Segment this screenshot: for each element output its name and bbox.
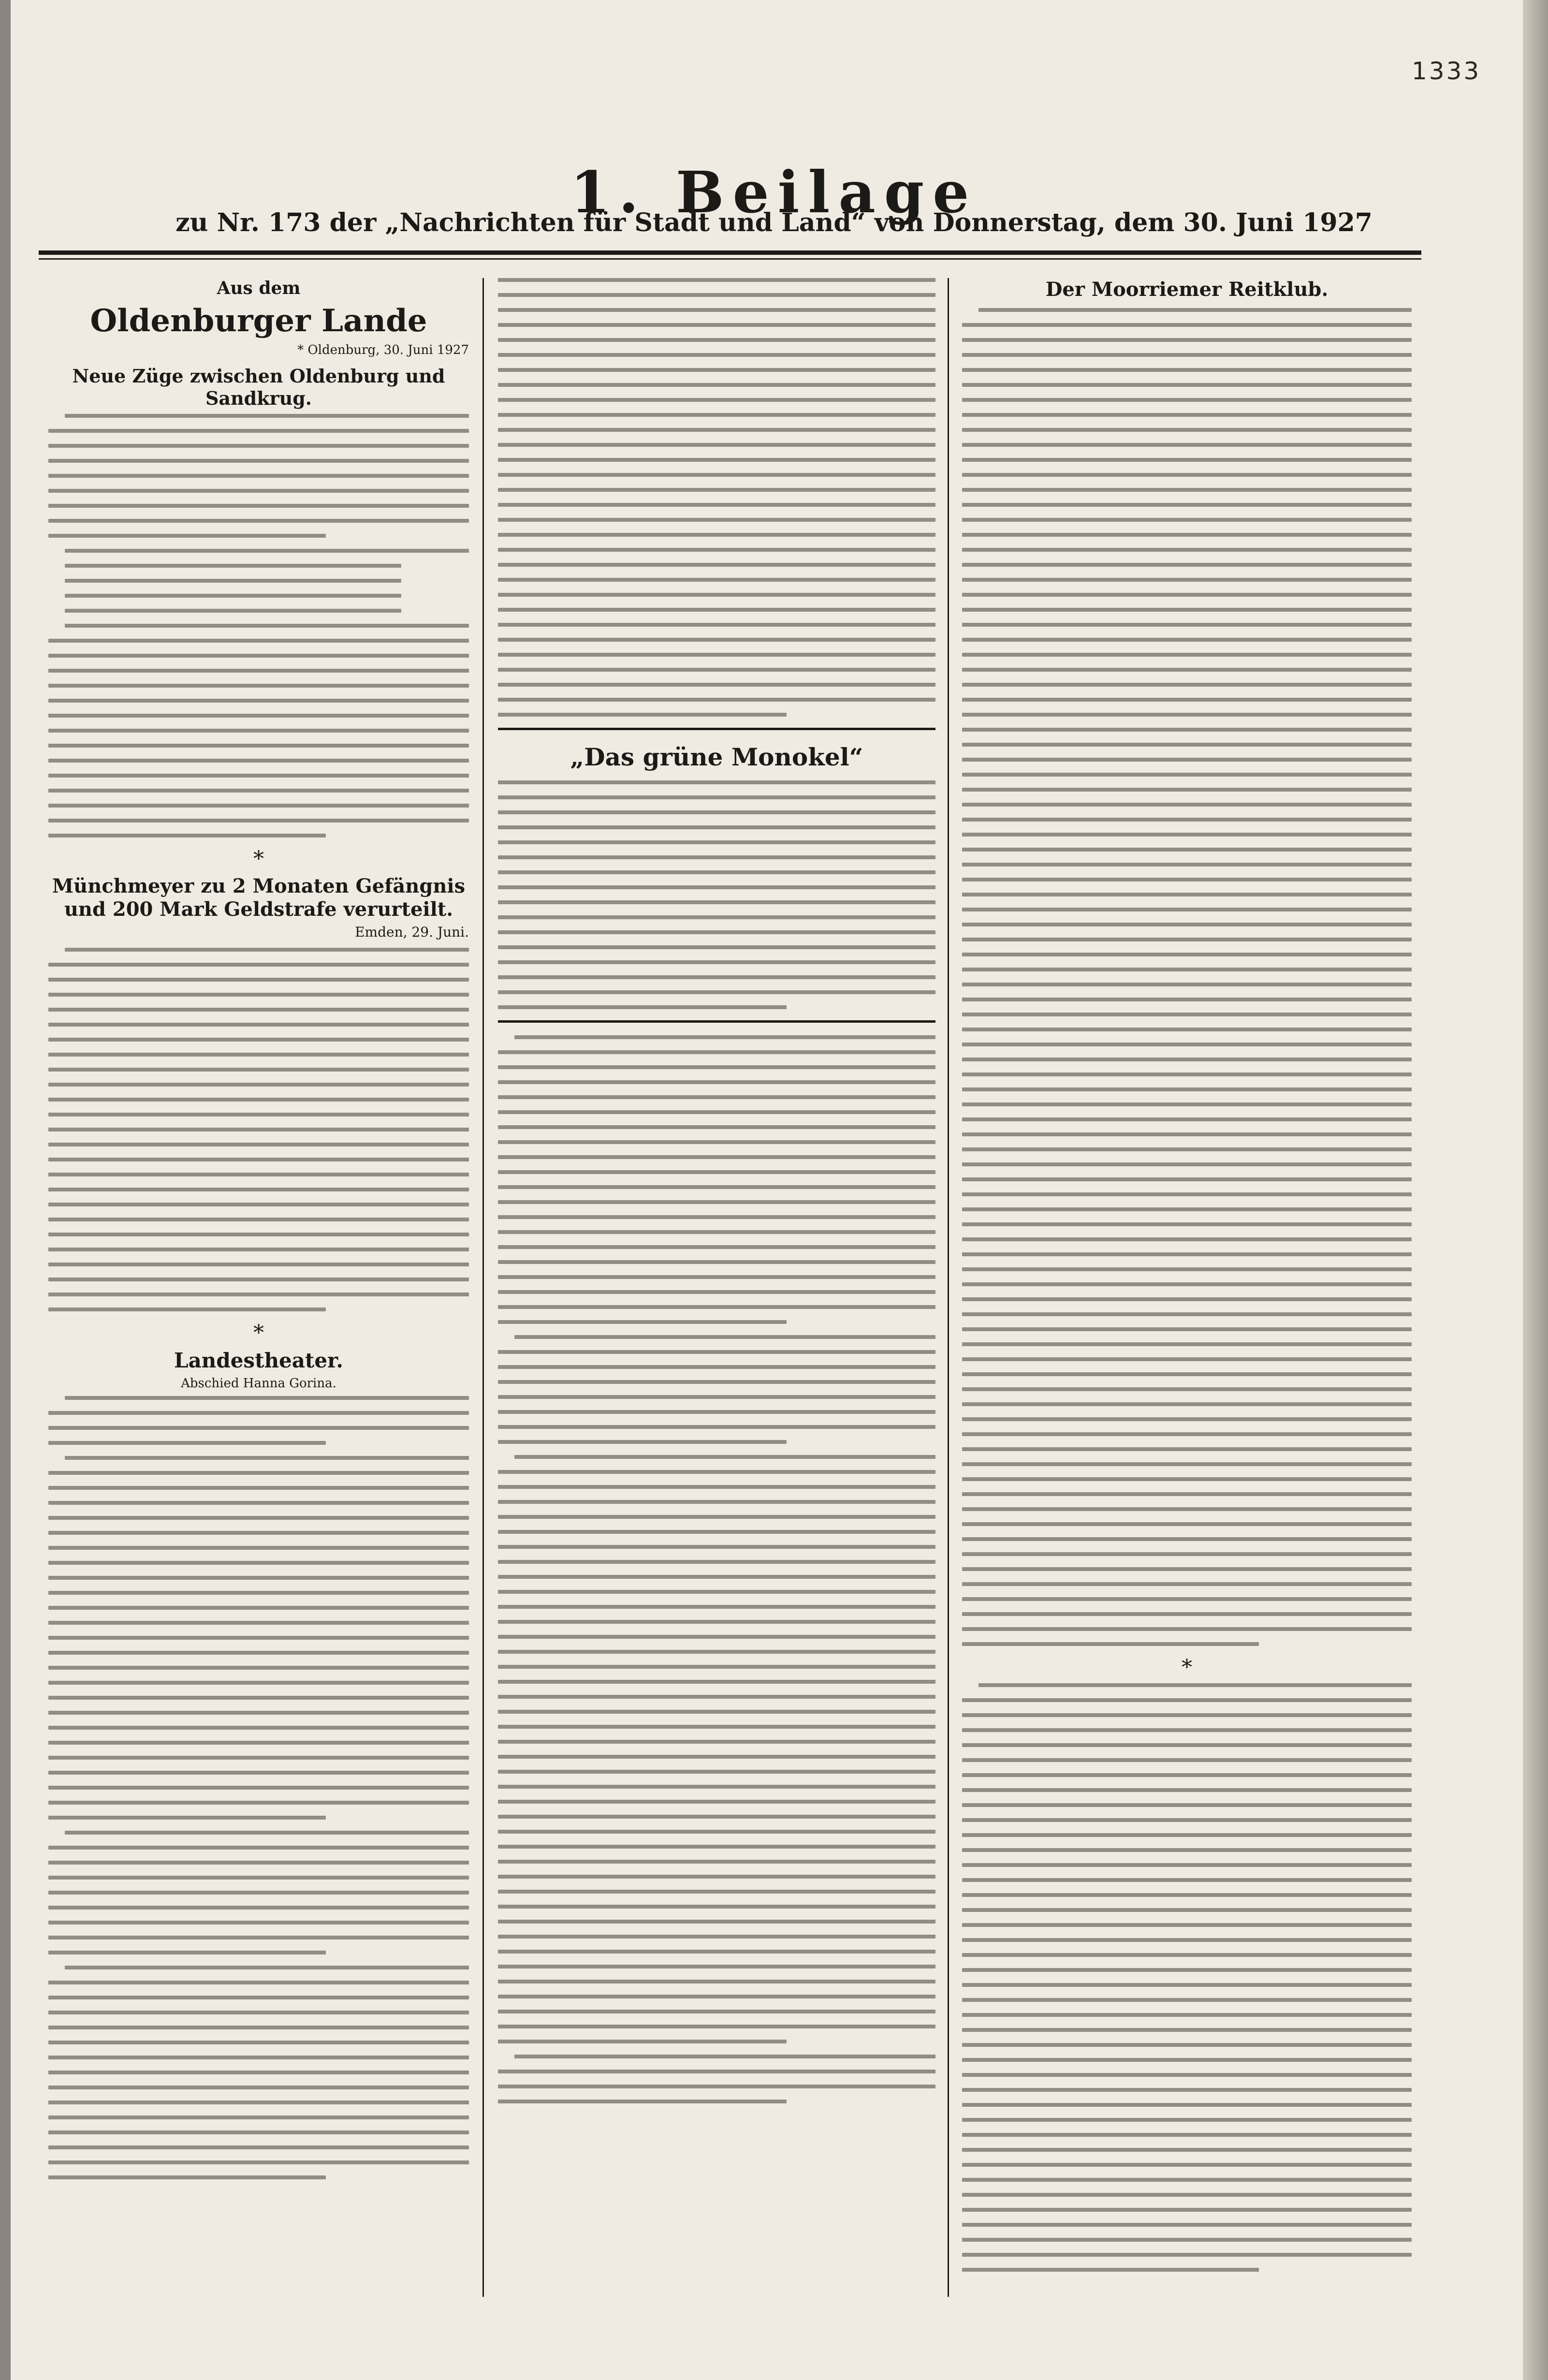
article-headline-court: Münchmeyer zu 2 Monaten Gefängnis und 200 Mark Geldstrafe verurteilt.: [52, 875, 466, 921]
feature-rule-top: [498, 728, 935, 730]
local-notes-body: [498, 1035, 935, 2103]
column-right: [962, 278, 1412, 2283]
article-body-continued: [498, 278, 935, 717]
article-body-reitklub: [962, 308, 1412, 1646]
dateline: * Oldenburg, 30. Juni 1927: [297, 342, 469, 357]
feature-headline: „Das grüne Monokel“: [570, 743, 863, 771]
scan-right-edge: [1523, 0, 1548, 2380]
column-divider-2: [948, 278, 949, 2297]
article-subhead-theater: Abschied Hanna Gorina.: [181, 1376, 336, 1391]
section-title: Oldenburger Lande: [90, 303, 427, 339]
article-headline-trains: Neue Züge zwischen Oldenburg und Sandkrug.: [72, 365, 445, 409]
masthead-rule-thin: [39, 258, 1421, 260]
column-middle: [498, 278, 935, 2115]
masthead-subtitle: zu Nr. 173 der „Nachrichten für Stadt und Land“ von Donnerstag, dem 30. Juni 1927: [175, 208, 1373, 237]
article-body-bank-employees: [962, 1683, 1412, 2272]
scan-left-edge: [0, 0, 11, 2380]
feature-rule-bottom: [498, 1020, 935, 1023]
separator-asterisk: *: [253, 1321, 264, 1346]
article-dateline-emden: Emden, 29. Juni.: [355, 924, 469, 940]
masthead-title: 1. Beilage: [570, 159, 978, 226]
article-headline-theater: Landestheater.: [174, 1349, 343, 1373]
separator-asterisk: *: [253, 847, 264, 872]
article-body-theater: [48, 1396, 469, 2179]
article-body-court: [48, 948, 469, 1311]
column-divider-1: [482, 278, 484, 2297]
article-headline-reitklub: Der Moorriemer Reitklub.: [1045, 278, 1329, 301]
feature-body: [498, 780, 935, 1009]
masthead-rule-thick: [39, 250, 1421, 255]
article-body-trains: [48, 414, 469, 837]
section-kicker: Aus dem: [217, 278, 301, 298]
column-left: [48, 278, 469, 2190]
separator-asterisk: *: [1182, 1655, 1192, 1680]
page-number: 1333: [1412, 57, 1481, 85]
